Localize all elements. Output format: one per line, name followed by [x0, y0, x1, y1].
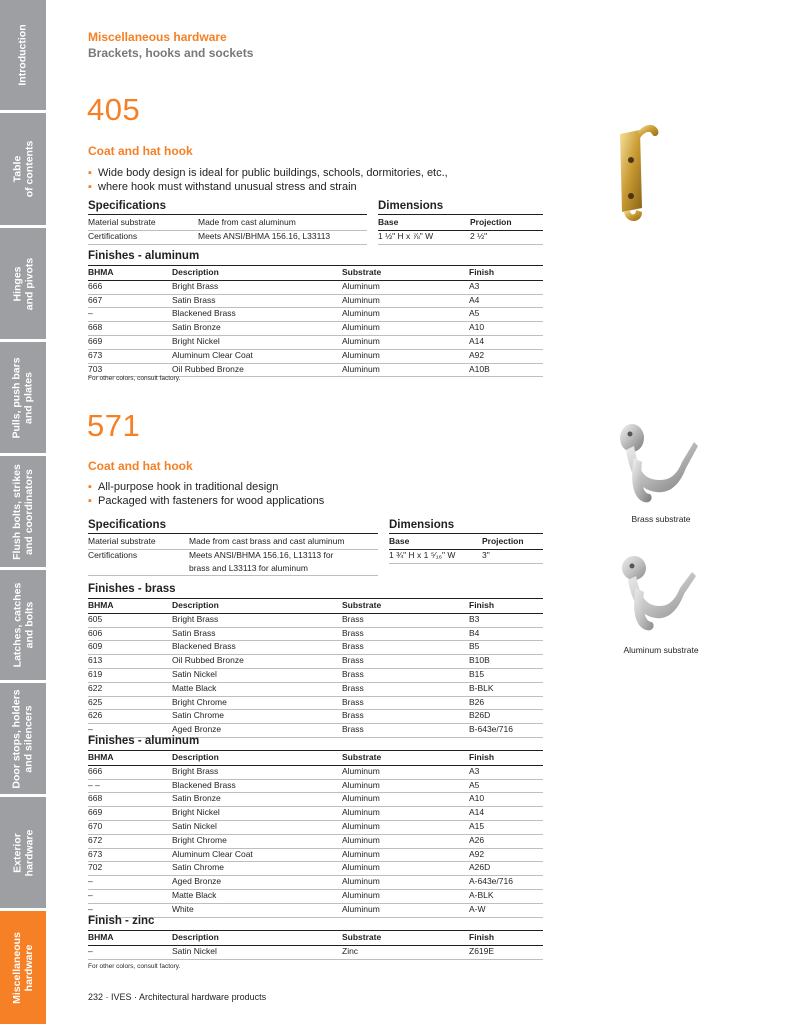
spec-value: Meets ANSI/BHMA 156.16, L13113 for — [189, 549, 334, 560]
bhma-code: – — [88, 889, 172, 903]
bhma-code: 619 — [88, 668, 172, 682]
column-header: Description — [172, 932, 342, 945]
spec-label: Certifications — [88, 549, 138, 560]
finish-description: Satin Brass — [172, 294, 342, 308]
substrate: Aluminum — [342, 349, 469, 363]
finish-description: Blackened Brass — [172, 641, 342, 655]
substrate: Aluminum — [342, 903, 469, 917]
substrate: Brass — [342, 641, 469, 655]
finish-description: Satin Nickel — [172, 668, 342, 682]
dimensions-table — [389, 536, 543, 564]
sidebar-tab[interactable] — [0, 342, 46, 453]
bhma-code: 669 — [88, 807, 172, 821]
bhma-code: 622 — [88, 682, 172, 696]
finish-code: B10B — [469, 655, 543, 669]
finish-code: A5 — [469, 308, 543, 322]
table-row — [88, 862, 543, 876]
substrate: Aluminum — [342, 862, 469, 876]
spec-value: Made from cast aluminum — [198, 217, 367, 230]
substrate: Zinc — [342, 945, 469, 959]
spec-value: Made from cast brass and cast aluminum — [189, 536, 378, 549]
substrate: Aluminum — [342, 363, 469, 377]
sidebar-tab-label: Latches, catches and bolts — [11, 582, 36, 668]
table-row — [88, 807, 543, 821]
substrate: Brass — [342, 682, 469, 696]
finish-description: Bright Chrome — [172, 696, 342, 710]
table-row — [88, 834, 543, 848]
feature-item: ▪ Packaged with fasteners for wood applications — [88, 494, 324, 508]
spec-label: Material substrate — [88, 536, 189, 549]
finish-code: B26D — [469, 710, 543, 724]
hook-405-image — [612, 120, 662, 224]
model-405: 405 — [87, 92, 141, 127]
bhma-code: 666 — [88, 280, 172, 294]
finish-description: Aluminum Clear Coat — [172, 349, 342, 363]
table-row — [88, 335, 543, 349]
finish-description: Aluminum Clear Coat — [172, 848, 342, 862]
finish-code: A5 — [469, 779, 543, 793]
feature-list-405 — [88, 166, 448, 194]
finish-code: B5 — [469, 641, 543, 655]
substrate: Aluminum — [342, 876, 469, 890]
finish-code: A10B — [469, 363, 543, 377]
sidebar-tab-label: Door stops, holders and silencers — [11, 688, 35, 789]
bhma-code: 606 — [88, 627, 172, 641]
substrate: Brass — [342, 655, 469, 669]
finish-code: B-BLK — [469, 682, 543, 696]
section-title: Miscellaneous hardware — [88, 30, 227, 44]
finish-description: Satin Nickel — [172, 945, 342, 959]
column-header: BHMA — [88, 752, 172, 765]
column-header: Base — [378, 217, 470, 230]
substrate: Aluminum — [342, 322, 469, 336]
divider — [378, 214, 543, 215]
substrate: Aluminum — [342, 834, 469, 848]
dimension-base: 1 ¾" H x 1 ⁵⁄₁₆" W — [389, 549, 482, 563]
bhma-code: 666 — [88, 765, 172, 779]
finish-description: Bright Chrome — [172, 834, 342, 848]
finish-code: A3 — [469, 765, 543, 779]
finishes-heading: Finishes - aluminum — [88, 250, 200, 262]
table-row — [88, 765, 543, 779]
hook-571-aluminum-image — [612, 550, 702, 640]
bhma-code: 670 — [88, 820, 172, 834]
bhma-code: 702 — [88, 862, 172, 876]
table-row — [88, 793, 543, 807]
table-header — [378, 217, 543, 230]
bhma-code: 625 — [88, 696, 172, 710]
table-row — [88, 563, 378, 576]
finish-code: Z619E — [469, 945, 543, 959]
divider — [88, 214, 367, 215]
finish-code: B-643e/716 — [469, 724, 543, 738]
table-row — [88, 889, 543, 903]
finish-description: Satin Bronze — [172, 322, 342, 336]
column-header: Substrate — [342, 752, 469, 765]
finish-code: A10 — [469, 793, 543, 807]
table-header — [389, 536, 543, 549]
bhma-code: – — [88, 945, 172, 959]
substrate: Aluminum — [342, 308, 469, 322]
table-row — [88, 280, 543, 294]
table-row — [88, 779, 543, 793]
column-header: BHMA — [88, 267, 172, 280]
finish-description: Bright Brass — [172, 613, 342, 627]
product-title-571: Coat and hat hook — [88, 459, 193, 473]
column-header: Finish — [469, 932, 543, 945]
dimensions-table — [378, 217, 543, 245]
finish-code: A92 — [469, 349, 543, 363]
bhma-code: – — [88, 724, 172, 738]
column-header: Substrate — [342, 932, 469, 945]
table-row — [88, 668, 543, 682]
table-row — [378, 230, 543, 244]
spec-label: Material substrate — [88, 217, 198, 230]
spec-value: brass and L33113 for aluminum — [189, 563, 378, 576]
finish-description: White — [172, 903, 342, 917]
column-header: Description — [172, 267, 342, 280]
finish-code: A3 — [469, 280, 543, 294]
table-row — [88, 876, 543, 890]
dimensions-heading: Dimensions — [378, 200, 444, 212]
specifications-heading: Specifications — [88, 200, 166, 212]
column-header: Finish — [469, 600, 543, 613]
note: For other colors, consult factory. — [88, 963, 181, 970]
dimension-projection: 3" — [482, 549, 543, 563]
column-header: Description — [172, 600, 342, 613]
table-row — [88, 217, 367, 230]
finish-description: Oil Rubbed Bronze — [172, 363, 342, 377]
finish-description: Aged Bronze — [172, 876, 342, 890]
divider — [88, 750, 543, 751]
column-header: Finish — [469, 752, 543, 765]
sidebar-tab[interactable] — [0, 570, 46, 680]
bhma-code: 669 — [88, 335, 172, 349]
bhma-code: 668 — [88, 322, 172, 336]
finish-code: A92 — [469, 848, 543, 862]
finish-description: Satin Chrome — [172, 862, 342, 876]
finish-description: Bright Brass — [172, 280, 342, 294]
column-header: BHMA — [88, 600, 172, 613]
bhma-code: 613 — [88, 655, 172, 669]
table-row — [88, 627, 543, 641]
section-subtitle: Brackets, hooks and sockets — [88, 46, 254, 60]
sidebar-tab-label: Introduction — [17, 24, 29, 86]
table-row — [88, 322, 543, 336]
table-row — [88, 613, 543, 627]
caption-brass: Brass substrate — [631, 514, 691, 524]
sidebar-tab[interactable] — [0, 911, 46, 1024]
substrate: Brass — [342, 627, 469, 641]
bhma-code: 609 — [88, 641, 172, 655]
section-sidebar — [0, 0, 46, 1024]
caption-aluminum: Aluminum substrate — [623, 645, 699, 655]
bhma-code: 703 — [88, 363, 172, 377]
table-header — [88, 932, 543, 945]
finish-zinc-heading: Finish - zinc — [88, 915, 155, 927]
spec-label — [88, 563, 189, 576]
divider — [389, 533, 543, 534]
substrate: Aluminum — [342, 820, 469, 834]
finish-code: B4 — [469, 627, 543, 641]
finishes-brass-table — [88, 600, 543, 738]
finish-description: Blackened Brass — [172, 308, 342, 322]
finish-description: Satin Nickel — [172, 820, 342, 834]
spec-label: Certifications — [88, 230, 198, 244]
table-header — [88, 600, 543, 613]
divider — [88, 930, 543, 931]
column-header: Projection — [482, 536, 543, 549]
bhma-code: – — [88, 308, 172, 322]
specifications-table — [88, 217, 367, 245]
finish-code: A26 — [469, 834, 543, 848]
bhma-code: 667 — [88, 294, 172, 308]
finish-description: Satin Bronze — [172, 793, 342, 807]
product-title-405: Coat and hat hook — [88, 144, 193, 158]
finish-description: Matte Black — [172, 889, 342, 903]
finish-code: B26 — [469, 696, 543, 710]
feature-item: ▪ All-purpose hook in traditional design — [88, 480, 324, 494]
sidebar-tab[interactable] — [0, 456, 46, 567]
table-row — [88, 696, 543, 710]
finish-code: A10 — [469, 322, 543, 336]
substrate: Brass — [342, 613, 469, 627]
finish-code: A-W — [469, 903, 543, 917]
divider — [88, 533, 378, 534]
finish-description: Bright Brass — [172, 765, 342, 779]
hook-571-brass-image — [612, 418, 702, 508]
divider — [88, 598, 543, 599]
sidebar-tab[interactable] — [0, 113, 46, 225]
sidebar-tab-label: Miscellaneous hardware — [11, 931, 35, 1004]
substrate: Aluminum — [342, 280, 469, 294]
sidebar-tab[interactable] — [0, 683, 46, 794]
table-row — [88, 945, 543, 959]
bhma-code: 626 — [88, 710, 172, 724]
column-header: Base — [389, 536, 482, 549]
substrate: Aluminum — [342, 889, 469, 903]
table-row — [88, 549, 378, 562]
divider — [88, 265, 543, 266]
page-footer: 232 · IVES · Architectural hardware products — [88, 992, 267, 1002]
substrate: Brass — [342, 724, 469, 738]
model-571: 571 — [87, 408, 141, 443]
substrate: Aluminum — [342, 779, 469, 793]
substrate: Aluminum — [342, 335, 469, 349]
dimensions-heading: Dimensions — [389, 519, 455, 531]
table-row — [88, 308, 543, 322]
bhma-code: 673 — [88, 349, 172, 363]
feature-item: ▪ where hook must withstand unusual stress and strain — [88, 180, 448, 194]
sidebar-tab[interactable] — [0, 228, 46, 339]
column-header: Substrate — [342, 600, 469, 613]
substrate: Aluminum — [342, 294, 469, 308]
feature-item: ▪ Wide body design is ideal for public buildings, schools, dormitories, etc., — [88, 166, 448, 180]
bhma-code: 668 — [88, 793, 172, 807]
finish-description: Blackened Brass — [172, 779, 342, 793]
table-header — [88, 267, 543, 280]
sidebar-tab-label: Hinges and pivots — [11, 257, 36, 310]
finish-description: Satin Brass — [172, 627, 342, 641]
spec-value: Meets ANSI/BHMA 156.16, L33113 — [198, 230, 367, 244]
table-row — [88, 230, 367, 244]
sidebar-tab-label: Pulls, push bars and plates — [11, 356, 36, 439]
substrate: Brass — [342, 696, 469, 710]
finish-code: A4 — [469, 294, 543, 308]
dimension-projection: 2 ½" — [470, 230, 543, 244]
substrate: Brass — [342, 668, 469, 682]
sidebar-tab[interactable] — [0, 797, 46, 908]
finish-code: A15 — [469, 820, 543, 834]
finishes-brass-heading: Finishes - brass — [88, 583, 176, 595]
bhma-code: – — [88, 876, 172, 890]
finish-zinc-table — [88, 932, 543, 960]
substrate: Aluminum — [342, 765, 469, 779]
table-header — [88, 752, 543, 765]
sidebar-tab-label: Table of contents — [11, 140, 35, 198]
finish-description: Aged Bronze — [172, 724, 342, 738]
specifications-heading: Specifications — [88, 519, 166, 531]
table-row — [88, 848, 543, 862]
finish-code: A-643e/716 — [469, 876, 543, 890]
dimension-base: 1 ½" H x ⅞" W — [378, 230, 470, 244]
sidebar-tab[interactable] — [0, 0, 46, 110]
table-row — [88, 641, 543, 655]
finish-code: A14 — [469, 335, 543, 349]
table-row — [88, 536, 378, 549]
table-row — [389, 549, 543, 563]
finish-code: B15 — [469, 668, 543, 682]
specifications-table — [88, 536, 378, 576]
column-header: BHMA — [88, 932, 172, 945]
finish-code: A26D — [469, 862, 543, 876]
column-header: Projection — [470, 217, 543, 230]
table-row — [88, 820, 543, 834]
finishes-aluminum-heading: Finishes - aluminum — [88, 735, 200, 747]
substrate: Brass — [342, 710, 469, 724]
finish-description: Satin Chrome — [172, 710, 342, 724]
bhma-code: – — [88, 903, 172, 917]
substrate: Aluminum — [342, 848, 469, 862]
note: For other colors, consult factory. — [88, 375, 181, 382]
finish-code: B3 — [469, 613, 543, 627]
table-row — [88, 682, 543, 696]
finish-code: A14 — [469, 807, 543, 821]
finish-description: Bright Nickel — [172, 807, 342, 821]
finishes-table — [88, 267, 543, 377]
bhma-code: 673 — [88, 848, 172, 862]
finish-description: Bright Nickel — [172, 335, 342, 349]
finish-description: Matte Black — [172, 682, 342, 696]
finishes-aluminum-table — [88, 752, 543, 918]
table-row — [88, 294, 543, 308]
finish-description: Oil Rubbed Bronze — [172, 655, 342, 669]
table-row — [88, 349, 543, 363]
substrate: Aluminum — [342, 793, 469, 807]
bhma-code: – – — [88, 779, 172, 793]
bhma-code: 672 — [88, 834, 172, 848]
finish-code: A-BLK — [469, 889, 543, 903]
feature-list-571 — [88, 480, 324, 508]
table-row — [88, 903, 543, 917]
table-row — [88, 655, 543, 669]
table-row — [88, 710, 543, 724]
column-header: Substrate — [342, 267, 469, 280]
substrate: Aluminum — [342, 807, 469, 821]
sidebar-tab-label: Exterior hardware — [11, 829, 35, 876]
column-header: Finish — [469, 267, 543, 280]
column-header: Description — [172, 752, 342, 765]
sidebar-tab-label: Flush bolts, strikes and coordinators — [11, 463, 36, 560]
bhma-code: 605 — [88, 613, 172, 627]
